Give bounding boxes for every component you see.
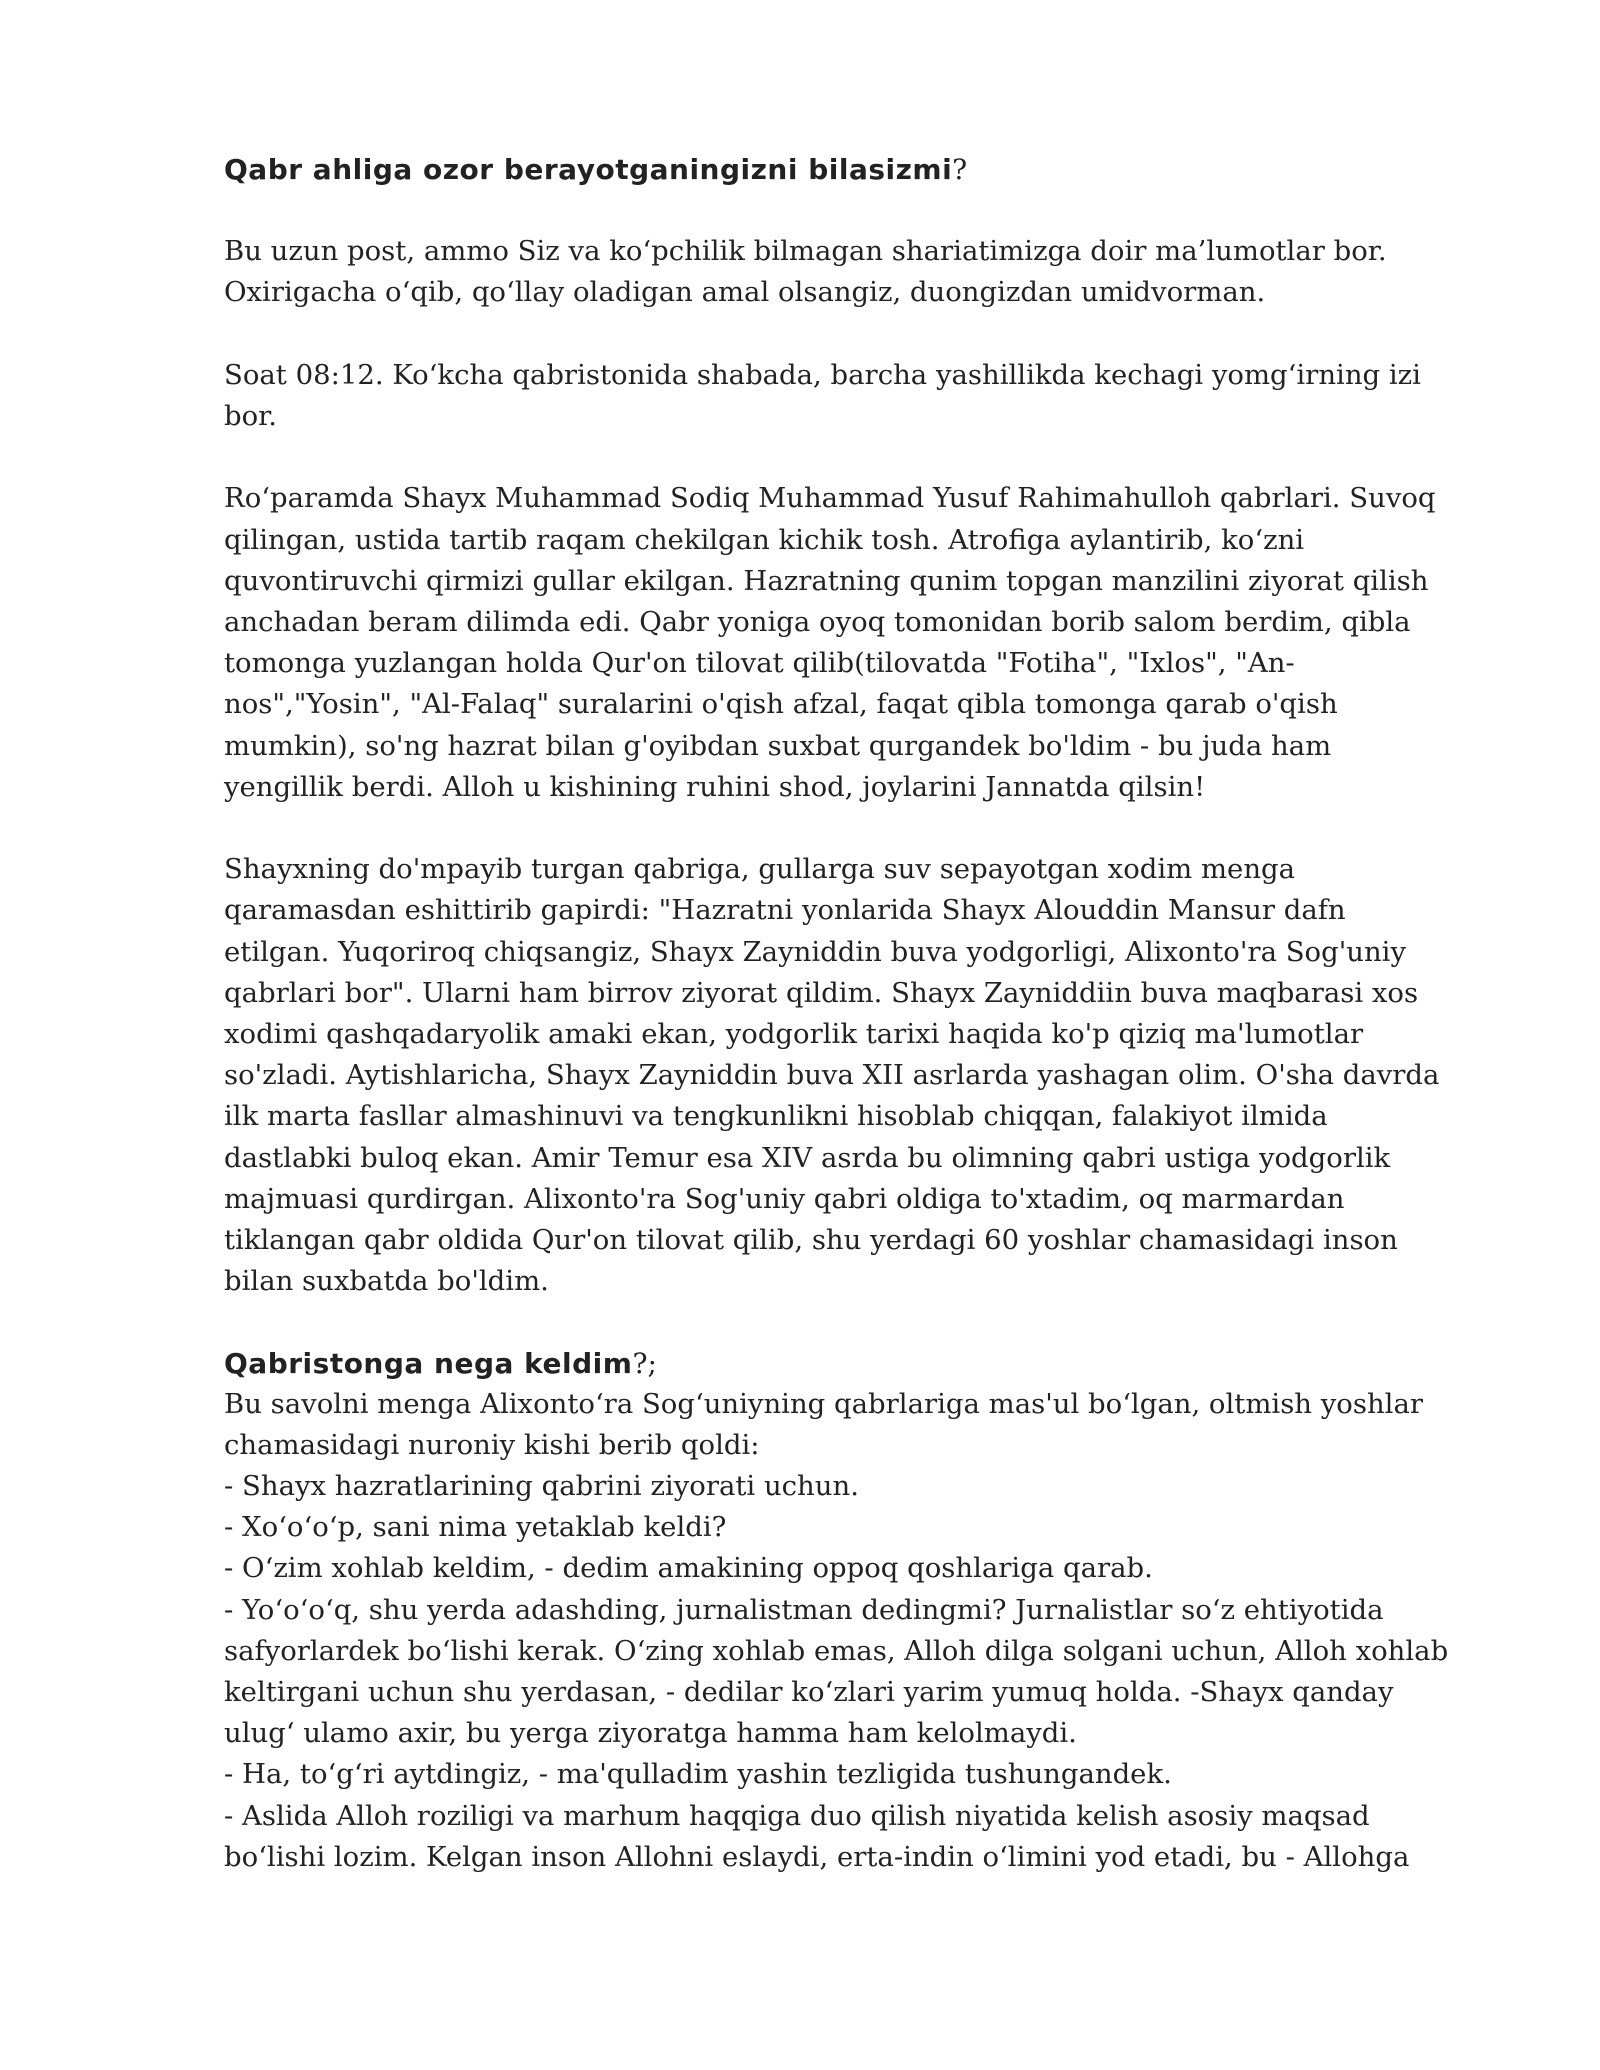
paragraph-gap xyxy=(224,314,1494,355)
text-line: Roʻparamda Shayx Muhammad Sodiq Muhammad Yusuf Rahimahulloh qabrlari. Suvoq xyxy=(224,482,1436,515)
text-line: xodimi qashqadaryolik amaki ekan, yodgorlik tarixi haqida ko'p qiziq ma'lumotlar xyxy=(224,1018,1364,1050)
text-line: Oxirigacha oʻqib, qoʻllay oladigan amal olsangiz, duongizdan umidvorman. xyxy=(224,276,1266,309)
text-line: - Oʻzim xohlab keldim, - dedim amakining oppoq qoshlariga qarab. xyxy=(224,1552,1153,1585)
text-line: nos","Yosin", "Al-Falaq" suralarini o'qish afzal, faqat qibla tomonga qarab o'qish xyxy=(224,688,1338,721)
paragraph-gap xyxy=(224,190,1494,231)
text-line: qabrlari bor". Ularni ham birrov ziyorat qildim. Shayx Zayniddiin buva maqbarasi xos xyxy=(224,976,1419,1009)
text-line: bor. xyxy=(224,399,278,432)
heading-qabr-ahliga xyxy=(224,150,1494,190)
text-line: - Aslida Alloh roziligi va marhum haqqiga duo qilish niyatida kelish asosiy maqsad xyxy=(224,1799,1370,1832)
text-line: majmuasi qurdirgan. Alixonto'ra Sog'uniy qabri oldiga to'xtadim, oq marmardan xyxy=(224,1182,1345,1215)
paragraph-gap xyxy=(224,808,1494,849)
text-line: ulugʻ ulamo axir, bu yerga ziyoratga hamma ham kelolmaydi. xyxy=(224,1717,1077,1750)
document-page xyxy=(224,150,1494,1878)
text-line: - Xoʻoʻoʻp, sani nima yetaklab keldi? xyxy=(224,1511,727,1544)
text-line: keltirgani uchun shu yerdasan, - dedilar koʻzlari yarim yumuq holda. -Shayx qanday xyxy=(224,1676,1394,1709)
text-line: chamasidagi nuroniy kishi berib qoldi: xyxy=(224,1428,760,1461)
text-line: quvontiruvchi qirmizi gullar ekilgan. Hazratning qunim topgan manzilini ziyorat qilish xyxy=(224,564,1429,597)
text-line: - Shayx hazratlarining qabrini ziyorati uchun. xyxy=(224,1470,859,1503)
text-line: ilk marta fasllar almashinuvi va tengkunlikni hisoblab chiqqan, falakiyot ilmida xyxy=(224,1100,1328,1133)
text-line: Bu uzun post, ammo Siz va koʻpchilik bilmagan shariatimizga doir ma’lumotlar bor. xyxy=(224,235,1387,268)
text-line: so'zladi. Aytishlaricha, Shayx Zayniddin buva XII asrlarda yashagan olim. O'sha davrda xyxy=(224,1059,1440,1092)
heading-qabr-ahliga-text: Qabr ahliga ozor berayotganingizni bilasizmi xyxy=(224,153,953,186)
time-paragraph xyxy=(224,355,1494,437)
heading-qabr-ahliga-punct: ? xyxy=(952,153,968,186)
text-line: - Yoʻoʻoʻq, shu yerda adashding, jurnalistman dedingmi? Jurnalistlar soʻz ehtiyotida xyxy=(224,1593,1384,1626)
text-line: anchadan beram dilimda edi. Qabr yoniga oyoq tomonidan borib salom berdim, qibla xyxy=(224,605,1411,638)
heading-qabristonga-text: Qabristonga nega keldim xyxy=(224,1346,633,1380)
text-line: etilgan. Yuqoriroq chiqsangiz, Shayx Zayniddin buva yodgorligi, Alixonto'ra Sog'uniy xyxy=(224,935,1407,968)
text-line: yengillik berdi. Alloh u kishining ruhini shod, joylarini Jannatda qilsin! xyxy=(224,770,1206,803)
text-line: mumkin), so'ng hazrat bilan g'oyibdan suxbat qurgandek bo'ldim - bu juda ham xyxy=(224,729,1332,762)
heading-qabristonga-punct: ?; xyxy=(632,1346,657,1380)
dialog-paragraph xyxy=(224,1384,1494,1878)
text-line: tomonga yuzlangan holda Qur'on tilovat qilib(tilovatda "Fotiha", "Ixlos", "An- xyxy=(224,647,1295,680)
text-line: boʻlishi lozim. Kelgan inson Allohni eslaydi, erta-indin oʻlimini yod etadi, bu - Allohga xyxy=(224,1840,1410,1873)
intro-paragraph xyxy=(224,231,1494,313)
text-line: qaramasdan eshittirib gapirdi: "Hazratni yonlarida Shayx Alouddin Mansur dafn xyxy=(224,894,1346,927)
paragraph-gap xyxy=(224,1302,1494,1343)
visit-paragraph xyxy=(224,478,1494,808)
paragraph-gap xyxy=(224,437,1494,478)
text-line: dastlabki buloq ekan. Amir Temur esa XIV asrda bu olimning qabri ustiga yodgorlik xyxy=(224,1141,1391,1174)
text-line: qilingan, ustida tartib raqam chekilgan kichik tosh. Atrofiga aylantirib, koʻzni xyxy=(224,523,1305,556)
text-line: - Ha, toʻgʻri aytdingiz, - ma'qulladim yashin tezligida tushungandek. xyxy=(224,1758,1172,1791)
text-line: Shayxning do'mpayib turgan qabriga, gullarga suv sepayotgan xodim menga xyxy=(224,853,1296,886)
text-line: tiklangan qabr oldida Qur'on tilovat qilib, shu yerdagi 60 yoshlar chamasidagi inson xyxy=(224,1224,1398,1257)
worker-paragraph xyxy=(224,849,1494,1302)
text-line: Bu savolni menga Alixontoʻra Sogʻuniyning qabrlariga mas'ul boʻlgan, oltmish yoshlar xyxy=(224,1387,1424,1420)
text-line: Soat 08:12. Koʻkcha qabristonida shabada, barcha yashillikda kechagi yomgʻirning izi xyxy=(224,358,1421,391)
heading-qabristonga xyxy=(224,1344,1494,1384)
text-line: bilan suxbatda bo'ldim. xyxy=(224,1265,549,1298)
text-line: safyorlardek boʻlishi kerak. Oʻzing xohlab emas, Alloh dilga solgani uchun, Alloh xohlab xyxy=(224,1634,1449,1667)
